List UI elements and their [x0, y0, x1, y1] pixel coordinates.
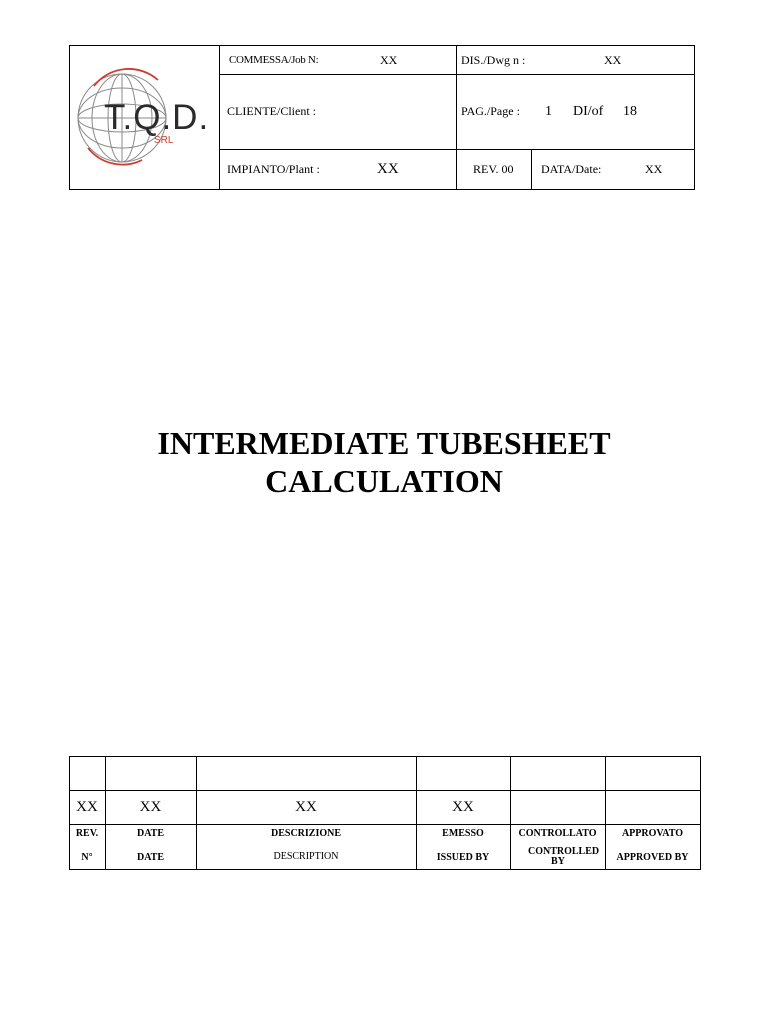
logo-subtext: SRL: [154, 135, 174, 146]
header-approved-by: APPROVED BY: [616, 852, 689, 863]
company-logo: [74, 52, 218, 184]
job-label: COMMESSA/Job N:: [229, 54, 319, 66]
rev-date-value: XX: [139, 799, 162, 815]
header-rev: REV.: [75, 828, 99, 839]
header-date-en: DATE: [136, 852, 165, 863]
header-emesso: EMESSO: [442, 828, 484, 839]
rev-label: REV. 00: [473, 162, 514, 176]
rev-number-value: XX: [76, 799, 98, 815]
rev-issued-value: XX: [452, 799, 474, 815]
dwg-value: XX: [604, 53, 622, 67]
page-label: PAG./Page :: [461, 104, 520, 118]
rev-description-value: XX: [295, 799, 317, 815]
job-value: XX: [380, 53, 398, 67]
page-number: 1: [545, 104, 552, 119]
header-controllato: CONTROLLATO: [518, 828, 597, 839]
page-total: 18: [623, 104, 637, 119]
header-rev-number: N°: [81, 852, 93, 863]
date-label: DATA/Date:: [541, 162, 602, 176]
document-title: [0, 424, 768, 500]
header-descrizione: DESCRIZIONE: [270, 828, 342, 839]
client-label: CLIENTE/Client :: [227, 104, 316, 118]
header-description: DESCRIPTION: [273, 851, 339, 862]
header-date: DATE: [136, 828, 165, 839]
plant-label: IMPIANTO/Plant :: [227, 162, 320, 176]
header-controlled-by: CONTROLLED BY: [528, 846, 600, 867]
logo-text: T.Q.D.: [104, 98, 210, 137]
date-value: XX: [645, 162, 663, 176]
plant-value: XX: [377, 161, 399, 177]
title-line-2: CALCULATION: [265, 463, 503, 499]
of-label: DI/of: [573, 104, 604, 119]
header-approvato: APPROVATO: [621, 828, 684, 839]
dwg-label: DIS./Dwg n :: [461, 53, 526, 67]
header-issued-by: ISSUED BY: [436, 852, 490, 863]
title-line-1: INTERMEDIATE TUBESHEET: [157, 425, 611, 461]
